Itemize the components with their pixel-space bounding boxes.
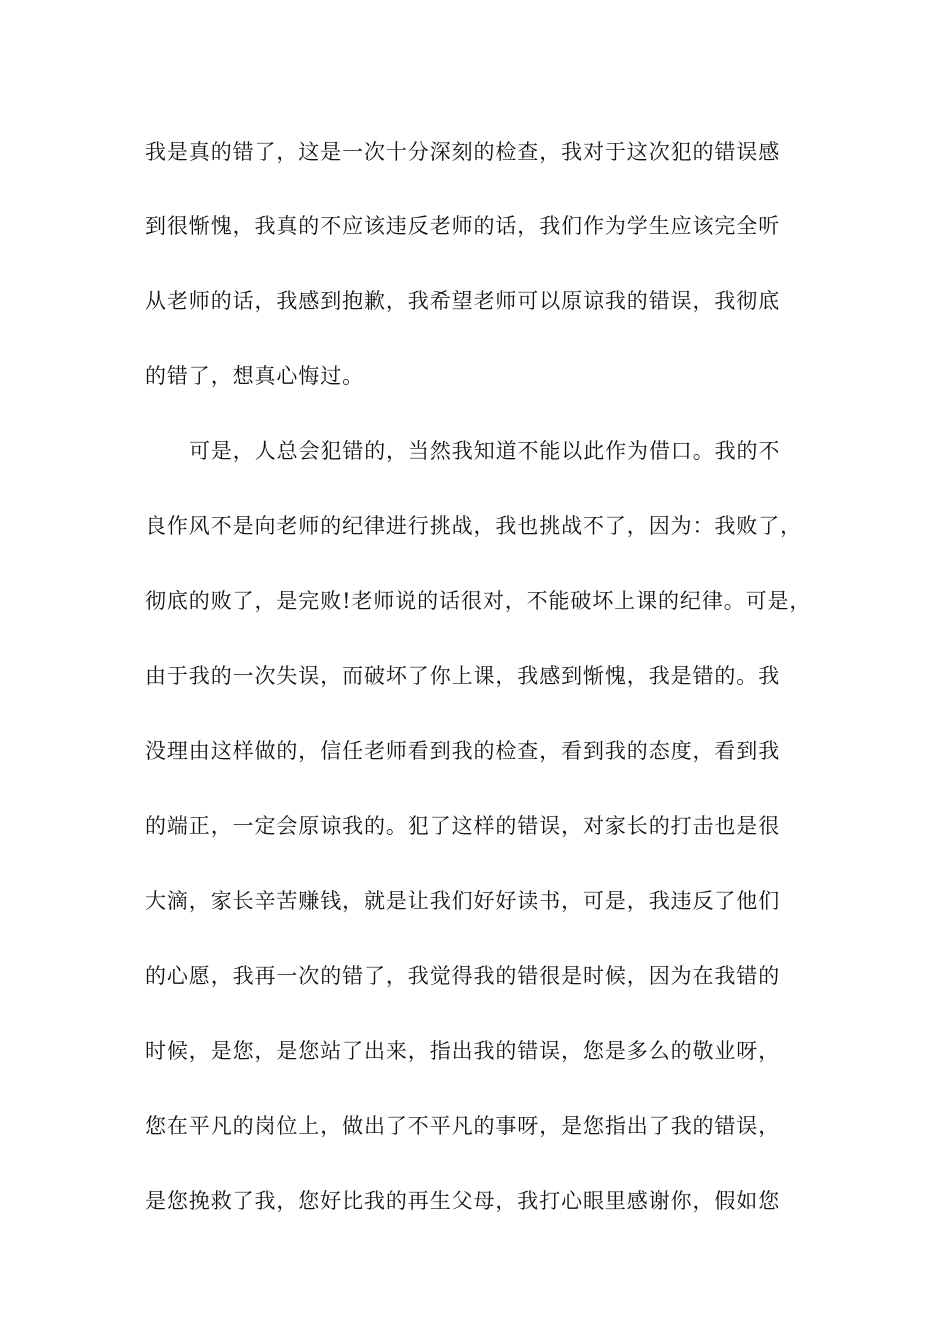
text-line: 是您挽救了我，您好比我的再生父母，我打心眼里感谢你，假如您 [145, 1189, 781, 1213]
text-line: 大滴，家长辛苦赚钱，就是让我们好好读书，可是，我违反了他们 [145, 889, 781, 913]
text-line: 良作风不是向老师的纪律进行挑战，我也挑战不了，因为：我败了， [145, 514, 802, 538]
text-line: 的端正，一定会原谅我的。犯了这样的错误，对家长的打击也是很 [145, 814, 781, 838]
text-line: 您在平凡的岗位上，做出了不平凡的事呀，是您指出了我的错误， [145, 1114, 781, 1138]
text-line: 的心愿，我再一次的错了，我觉得我的错很是时候，因为在我错的 [145, 964, 781, 988]
text-line: 到很惭愧，我真的不应该违反老师的话，我们作为学生应该完全听 [145, 214, 781, 238]
text-line: 时候，是您，是您站了出来，指出我的错误，您是多么的敬业呀， [145, 1039, 781, 1063]
text-line: 从老师的话，我感到抱歉，我希望老师可以原谅我的错误，我彻底 [145, 289, 781, 313]
text-line: 的错了，想真心悔过。 [145, 364, 364, 388]
text-line: 没理由这样做的，信任老师看到我的检查，看到我的态度，看到我 [145, 739, 781, 763]
text-line: 由于我的一次失误，而破坏了你上课，我感到惭愧，我是错的。我 [145, 664, 781, 688]
text-line: 我是真的错了，这是一次十分深刻的检查，我对于这次犯的错误感 [145, 140, 781, 164]
paragraph-first-line: 可是，人总会犯错的，当然我知道不能以此作为借口。我的不 [189, 439, 781, 463]
text-line: 彻底的败了，是完败!老师说的话很对，不能破坏上课的纪律。可是， [145, 589, 812, 613]
